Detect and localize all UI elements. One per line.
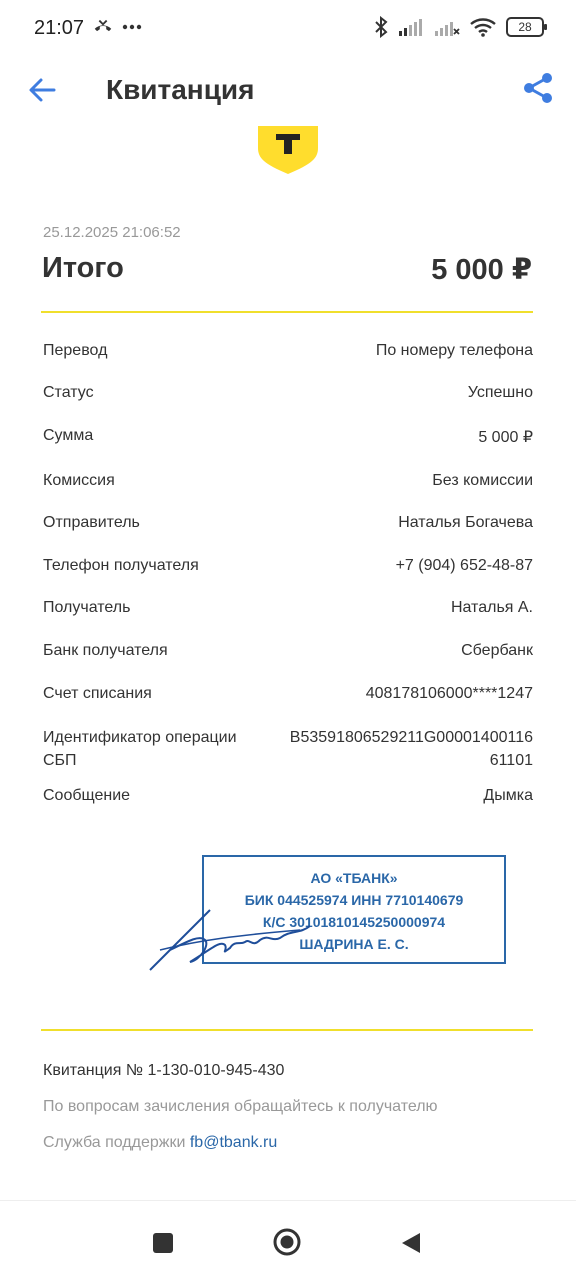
status-right-icons	[374, 16, 544, 38]
total-value: 5 000 ₽	[431, 254, 532, 286]
detail-value: Без комиссии	[432, 472, 533, 489]
detail-value: Наталья А.	[450, 599, 533, 616]
total-label: Итого	[42, 252, 124, 284]
detail-value: Дымка	[483, 787, 533, 804]
detail-value: Наталья Богачева	[398, 514, 533, 531]
detail-row-commission	[43, 472, 533, 490]
tbank-logo-icon	[256, 126, 320, 176]
status-time: 21:07	[34, 17, 85, 39]
app-bar	[0, 58, 576, 124]
signal-no-service-icon	[434, 17, 460, 37]
detail-label: Телефон получателя	[43, 557, 199, 574]
detail-value: Успешно	[467, 384, 533, 401]
receipt-number: Квитанция № 1-130-010-945-430	[43, 1062, 285, 1079]
stamp-line: АО «ТБАНК»	[310, 870, 398, 886]
detail-label: Сообщение	[43, 787, 131, 804]
share-icon[interactable]	[520, 70, 556, 106]
detail-row-recipient-phone	[43, 557, 533, 575]
divider-bottom	[41, 1029, 533, 1031]
detail-label: Банк получателя	[43, 642, 168, 659]
detail-row-status	[43, 384, 533, 402]
home-button[interactable]	[273, 1228, 301, 1256]
receipt-datetime: 25.12.2025 21:06:52	[43, 224, 181, 241]
detail-value: 408178106000****1247	[365, 685, 533, 702]
detail-row-recipient	[43, 599, 533, 617]
stamp-line: К/С 30101810145250000974	[262, 914, 446, 930]
detail-label: Идентификатор операции СБП	[43, 729, 237, 769]
detail-row-sender	[43, 514, 533, 532]
detail-value: 5 000 ₽	[478, 429, 533, 446]
missed-call-icon	[92, 16, 114, 38]
detail-value: +7 (904) 652-48-87	[395, 557, 533, 574]
support-line	[43, 1134, 277, 1152]
detail-label: Перевод	[43, 342, 108, 359]
page-title: Квитанция	[106, 74, 255, 105]
detail-value: B53591806529211G00001400116 61101	[289, 729, 533, 769]
support-label: Служба поддержки	[43, 1134, 190, 1151]
detail-label: Статус	[43, 384, 94, 401]
detail-row-transfer	[43, 342, 533, 360]
detail-label: Комиссия	[43, 472, 115, 489]
detail-value: По номеру телефона	[375, 342, 533, 359]
status-left-icons	[92, 16, 142, 38]
system-back-button[interactable]	[400, 1231, 422, 1255]
back-arrow-icon[interactable]	[24, 72, 60, 108]
detail-label: Счет списания	[43, 685, 152, 702]
more-dots-icon	[122, 24, 142, 30]
detail-row-sbp-id	[43, 726, 533, 772]
bluetooth-icon	[374, 16, 388, 38]
stamp-line: БИК 044525974 ИНН 7710140679	[244, 892, 464, 908]
detail-row-amount	[43, 427, 533, 447]
detail-label: Сумма	[43, 427, 94, 444]
divider-top	[41, 311, 533, 313]
detail-label: Отправитель	[43, 514, 140, 531]
support-email-link[interactable]: fb@tbank.ru	[189, 1134, 278, 1151]
detail-value: Сбербанк	[461, 642, 533, 659]
detail-row-recipient-bank	[43, 642, 533, 660]
battery-icon: 28	[506, 17, 544, 37]
info-text: По вопросам зачисления обращайтесь к получателю	[43, 1098, 438, 1115]
status-bar	[0, 0, 576, 58]
recent-apps-button[interactable]	[153, 1233, 173, 1253]
detail-row-debit-account	[43, 685, 533, 703]
signature-icon	[140, 890, 320, 980]
detail-row-message	[43, 787, 533, 805]
signal-icon	[398, 17, 424, 37]
detail-label: Получатель	[43, 599, 131, 616]
wifi-icon	[470, 17, 496, 37]
system-nav-bar	[0, 1200, 576, 1281]
stamp-line: ШАДРИНА Е. С.	[299, 936, 409, 952]
